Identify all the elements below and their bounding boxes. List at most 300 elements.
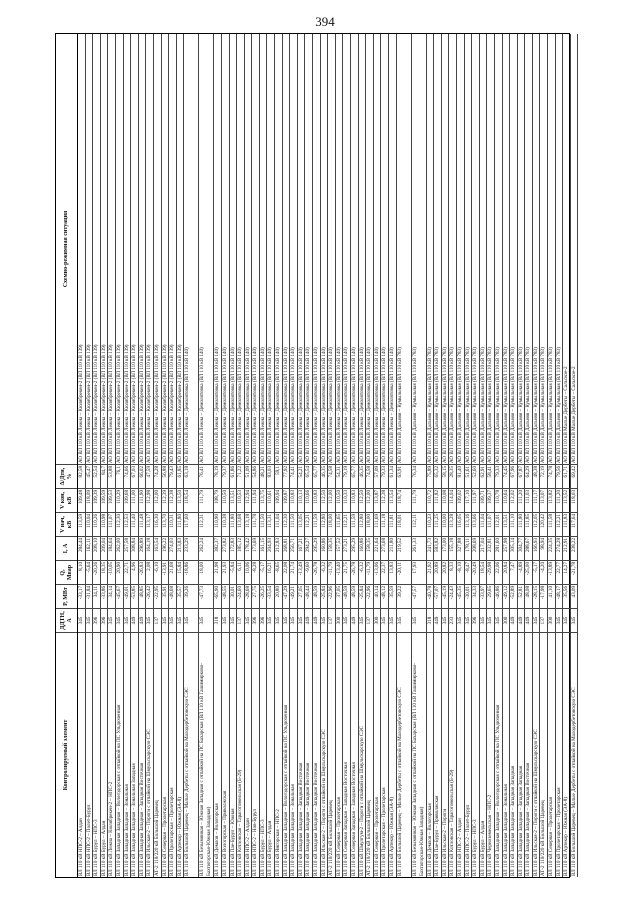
cell-load-pct: 57,09: [374, 464, 381, 488]
cell-v-end: 109,37: [487, 488, 494, 512]
cell-v-end: 109,87: [283, 488, 290, 512]
cell-ddtn: 345: [533, 608, 540, 632]
cell-v-end: 110,61: [267, 488, 274, 512]
cell-p: 34,11: [93, 584, 100, 608]
cell-v-start: 116,30: [154, 512, 161, 536]
cell-element: АТ-2 110/220 кВ Большой Царевец: [154, 632, 161, 877]
cell-v-start: 111,85: [525, 512, 532, 536]
cell-scheme: АО ВЛ 110 кВ Лежна – Демолятовка (ВЛ 110 кВ 140): [229, 347, 236, 463]
cell-p: -46,86: [495, 584, 502, 608]
cell-element: ВЛ 110 кВ Западная Западная – Вологодорская с отпайкой на ПС Ульдюченная: [116, 632, 123, 877]
cell-v-end: 110,83: [351, 488, 358, 512]
cell-p: 48,85: [139, 584, 146, 608]
cell-load-pct: 54,21: [298, 464, 305, 488]
cell-v-end: 113,54: [389, 488, 396, 512]
table-row: [290, 34, 298, 877]
cell-load-pct: 79,37: [222, 464, 229, 488]
cell-p: -48,55: [222, 584, 229, 608]
header-p: P, МВт: [56, 584, 77, 608]
cell-element: ВЛ 110 кВ Пае-Бурул – Южная: [230, 632, 237, 877]
table-row: [465, 34, 473, 877]
cell-v-end: 111,17: [533, 488, 540, 512]
cell-i: 157,52: [336, 536, 343, 560]
cell-i: 273,82: [222, 536, 229, 560]
cell-scheme: АО ВЛ 110 кВ Лежна – Кюлябрекен-2 (ВЛ 110 кВ 139): [153, 344, 160, 463]
cell-p: -49,12: [503, 584, 510, 608]
cell-scheme: АО ВЛ 110 кВ Лежна – Демолятовка (ВЛ 110 кВ 140): [237, 347, 244, 463]
cell-i: 211,80: [389, 536, 396, 560]
cell-p: -45,35: [457, 584, 464, 608]
cell-p: -45,19: [442, 584, 449, 608]
cell-v-end: 113,87: [374, 488, 381, 512]
cell-load-pct: 58,15: [442, 464, 449, 488]
cell-p: 35,57: [177, 584, 184, 608]
cell-q: 18,00: [199, 560, 213, 584]
cell-v-end: 111,79: [412, 488, 426, 512]
cell-load-pct: 61,71: [563, 464, 570, 488]
cell-i: 155,18: [449, 536, 456, 560]
table-row: [214, 34, 222, 877]
cell-ddtn: 345: [389, 608, 396, 632]
cell-v-start: 111,04: [480, 512, 487, 536]
cell-q: 2,08: [146, 560, 153, 584]
data-table: [55, 33, 577, 878]
cell-element: ВЛ 110 кВ Западная Западная – Западная Восточная: [305, 632, 312, 877]
cell-p: -17,98: [540, 584, 547, 608]
cell-scheme: АО ВЛ 110 кВ Лежна – Кюлябрекен-2 (ВЛ 110 кВ 139): [176, 344, 183, 463]
cell-q: 4,96: [131, 560, 138, 584]
cell-q: -13,49: [298, 560, 305, 584]
cell-p: -25,84: [359, 584, 366, 608]
cell-load-pct: 67,87: [518, 464, 525, 488]
cell-v-end: 110,50: [336, 488, 343, 512]
cell-ddtn: 449: [139, 608, 146, 632]
cell-element: ВЛ 110 кВ Северная Западная – Западная Восточная: [343, 632, 350, 877]
cell-p: 35,56: [563, 584, 570, 608]
cell-ddtn: 137: [540, 608, 547, 632]
table-row: [389, 34, 397, 877]
cell-q: 20,89: [434, 560, 441, 584]
cell-q: -8,65: [275, 560, 282, 584]
table-row: [267, 34, 275, 877]
cell-ddtn: 345: [495, 608, 502, 632]
table-row: [510, 34, 518, 877]
cell-ddtn: 300: [503, 608, 510, 632]
cell-p: 35,91: [162, 584, 169, 608]
cell-v-start: 120,42: [540, 512, 547, 536]
cell-i: 262,24: [199, 536, 213, 560]
cell-scheme: АО ВЛ 110 кВ Лежна – Демолятовка (ВЛ 110 кВ 140): [199, 347, 206, 463]
cell-load-pct: 69,42: [571, 464, 578, 488]
cell-q: 13,83: [389, 560, 396, 584]
cell-element: ВЛ 110 кВ Северная – Пролетарская: [336, 632, 343, 877]
cell-ddtn: 345: [162, 608, 169, 632]
cell-element: ВЛ 110 кВ Безымянная – Южная Западная с отпайкой на ПС Бахарская (ВЛ 110 кВ Гашимирково-Бахтигорская-Южная Западная): [412, 632, 426, 877]
cell-v-end: 111,82: [434, 488, 441, 512]
cell-i: 281,60: [495, 536, 502, 560]
cell-element: ВЛ 110 кВ Западная Западная – Зональная: [290, 632, 297, 877]
cell-v-start: 118,01: [397, 512, 411, 536]
cell-v-start: 111,80: [230, 512, 237, 536]
cell-ddtn: 345: [199, 608, 213, 632]
table-body: [78, 34, 578, 877]
cell-scheme: АО ВЛ 110 кВ Лежна – Демолятовка (ВЛ 110 кВ 140): [252, 347, 259, 463]
cell-i: 208,10: [93, 536, 100, 560]
cell-q: -5,17: [260, 560, 267, 584]
cell-ddtn: 449: [351, 608, 358, 632]
cell-v-end: 109,53: [108, 488, 115, 512]
cell-i: 158,35: [366, 536, 373, 560]
cell-q: -10,05: [108, 560, 115, 584]
cell-ddtn: 396: [252, 608, 259, 632]
cell-v-start: 113,59: [78, 512, 85, 536]
cell-ddtn: 137: [328, 608, 335, 632]
cell-load-pct: 74,45: [503, 464, 510, 488]
cell-p: -28,68: [245, 584, 252, 608]
cell-ddtn: 345: [230, 608, 237, 632]
cell-load-pct: 74,78: [548, 464, 555, 488]
cell-scheme: АО ВЛ 110 кВ Лежна – Демолятовка (ВЛ 110 кВ 140): [275, 347, 282, 463]
cell-v-start: 113,16: [465, 512, 472, 536]
header-load-pct: Δ/Дтн, %: [56, 464, 77, 488]
cell-v-start: 111,78: [252, 512, 259, 536]
cell-v-start: 111,18: [381, 512, 388, 536]
cell-element: ВЛ 110 кВ Ильская-2 – Пороги с отпайкой на Шмульскарскую СЭС: [146, 632, 153, 877]
cell-i: 213,83: [177, 536, 184, 560]
cell-p: 43,09: [571, 584, 578, 608]
cell-scheme: АО ВЛ 110 кВ Лежна – Демолятовка (ВЛ 110 кВ 140): [320, 347, 327, 463]
cell-scheme: АО ВЛ 110 кВ Лежна – Демолятовка (ВЛ 110 кВ 140): [358, 347, 365, 463]
table-row: [457, 34, 465, 877]
cell-q: -13,91: [162, 560, 169, 584]
cell-v-end: 109,59: [101, 488, 108, 512]
cell-load-pct: 83,03: [267, 464, 274, 488]
table-row: [548, 34, 556, 877]
cell-q: -25,00: [525, 560, 532, 584]
cell-v-end: 113,07: [540, 488, 547, 512]
cell-q: 21,75: [343, 560, 350, 584]
cell-scheme: АО ВЛ 110 кВ Лежна – Демолятовка (ВЛ 110 кВ 140): [290, 347, 297, 463]
cell-element: ВЛ 110 кВ Пае-Бурул – Приволжская: [434, 632, 441, 877]
cell-scheme: АО ВЛ 110 кВ Малые Дербеты – Сальское-2: [563, 366, 570, 463]
cell-q: 21,74: [290, 560, 297, 584]
cell-ddtn: 137: [154, 608, 161, 632]
cell-element: ВЛ 110 кВ Бурул – НПС-3: [260, 632, 267, 877]
cell-v-start: 113,05: [298, 512, 305, 536]
cell-ddtn: 449: [518, 608, 525, 632]
cell-i: 212,91: [563, 536, 570, 560]
cell-ddtn: 345: [184, 608, 198, 632]
cell-v-start: 111,07: [108, 512, 115, 536]
cell-i: 327,88: [457, 536, 464, 560]
cell-v-start: 112,21: [556, 512, 563, 536]
cell-element: ВЛ 110 кВ Ямгорская – НПС-2: [275, 632, 282, 877]
cell-ddtn: 345: [169, 608, 176, 632]
cell-i: 173,69: [252, 536, 259, 560]
cell-v-end: 111,20: [556, 488, 563, 512]
cell-element: ВЛ 110 кВ Западная Западная – Зональная: [503, 632, 510, 877]
cell-load-pct: 76,41: [199, 464, 213, 488]
table-row: [146, 34, 154, 877]
cell-q: 21,98: [214, 560, 221, 584]
cell-p: 30,01: [230, 584, 237, 608]
cell-i: 221,64: [374, 536, 381, 560]
cell-p: -48,68: [169, 584, 176, 608]
table-row: [381, 34, 389, 877]
cell-i: 257,98: [503, 536, 510, 560]
cell-v-start: 118,00: [328, 512, 335, 536]
cell-v-end: 111,00: [131, 488, 138, 512]
cell-element: ВЛ 110 кВ Западная Западная – Западная Западная: [510, 632, 517, 877]
cell-i: 257,58: [124, 536, 131, 560]
cell-q: -20,49: [472, 560, 479, 584]
header-ddtn: ДДТН, А: [56, 608, 77, 632]
cell-p: 48,59: [313, 584, 320, 608]
cell-i: 185,12: [237, 536, 244, 560]
cell-v-end: 110,33: [343, 488, 350, 512]
cell-load-pct: 65,32: [434, 464, 441, 488]
cell-element: ВЛ 110 кВ Демлов – Вологорская: [427, 632, 434, 877]
cell-v-start: 112,30: [283, 512, 290, 536]
table-row: [184, 34, 199, 877]
cell-q: 22,77: [556, 560, 563, 584]
cell-scheme: АО ВЛ 110 кВ Лежна – Демолятовка (ВЛ 110 кВ 140): [381, 347, 388, 463]
cell-ddtn: 345: [321, 608, 328, 632]
cell-ddtn: 345: [487, 608, 494, 632]
cell-element: ВЛ 110 кВ Артекор – Южная (ЭА-8): [177, 632, 184, 877]
cell-ddtn: 318: [214, 608, 221, 632]
cell-scheme: АО ВЛ 110 кВ Лежна – Демолятовка (ВЛ 110 кВ 140): [351, 347, 357, 463]
cell-v-end: 113,50: [177, 488, 184, 512]
cell-scheme: АО ВЛ 110 кВ Дальняя – Кумыльная (ВЛ 110 кВ 783): [479, 347, 486, 463]
cell-scheme: АО ВЛ 110 кВ Лежна – Демолятовка (ВЛ 110 кВ 140): [244, 347, 251, 463]
table-row: [328, 34, 336, 877]
cell-p: -47,57: [412, 584, 426, 608]
cell-scheme: АО ВЛ 110 кВ Лежна – Кюлябрекен-2 (ВЛ 110 кВ 139): [100, 344, 107, 463]
cell-ddtn: 345: [556, 608, 563, 632]
cell-element: ВЛ 110 кВ Западная Западная – Западная Восточная: [298, 632, 305, 877]
cell-ddtn: 345: [267, 608, 274, 632]
cell-v-start: 111,65: [336, 512, 343, 536]
cell-v-start: 110,23: [427, 512, 434, 536]
cell-q: 16,21: [267, 560, 274, 584]
cell-ddtn: 449: [434, 608, 441, 632]
cell-scheme: АО ВЛ 110 кВ Дальняя – Кумыльная (ВЛ 110 кВ 783): [426, 347, 433, 463]
cell-q: -20,11: [397, 560, 411, 584]
cell-load-pct: 45,47: [86, 464, 93, 488]
cell-p: -52,89: [510, 584, 517, 608]
table-row: [162, 34, 170, 877]
cell-load-pct: 79,43: [169, 464, 176, 488]
cell-load-pct: 79,19: [343, 464, 350, 488]
cell-q: 20,82: [442, 560, 449, 584]
cell-load-pct: 53,88: [108, 464, 115, 488]
cell-q: 22,08: [283, 560, 290, 584]
cell-p: -33,54: [267, 584, 274, 608]
cell-i: 273,68: [381, 536, 388, 560]
table-row: [313, 34, 321, 877]
cell-scheme: АО ВЛ 110 кВ Дальняя – Кумыльная (ВЛ 110 кВ 783): [540, 347, 547, 463]
cell-element: ВЛ 110 кВ Котловская – Тарагогомельская (Б-29): [449, 632, 456, 877]
cell-element: ВЛ 110 кВ Артекор – Южная (ЭА-8): [563, 632, 570, 877]
cell-p: -33,86: [101, 584, 108, 608]
cell-ddtn: 345: [245, 608, 252, 632]
cell-element: ВЛ 110 кВ Черноземельская – НПС-2: [487, 632, 494, 877]
cell-v-start: 112,80: [359, 512, 366, 536]
cell-i: 232,81: [487, 536, 494, 560]
header-v-end: V кон, кВ: [56, 488, 77, 512]
cell-q: 22,37: [381, 560, 388, 584]
cell-element: ВЛ 110 кВ НПС-2 – Полет-Бурул: [86, 632, 93, 877]
cell-scheme: АО ВЛ 110 кВ Лежна – Кюлябрекен-2 (ВЛ 110 кВ 139): [131, 344, 138, 463]
cell-i: 256,71: [290, 536, 297, 560]
cell-ddtn: 345: [442, 608, 449, 632]
cell-p: -31,84: [86, 584, 93, 608]
cell-q: -13,89: [548, 560, 555, 584]
cell-v-start: 111,80: [177, 512, 184, 536]
cell-v-end: 118,03: [571, 488, 578, 512]
cell-i: 308,84: [131, 536, 138, 560]
cell-element: ВЛ 110 кВ Лежна – Кюлябрекен-2 – НПС-2: [108, 632, 115, 877]
cell-i: 284,44: [78, 536, 85, 560]
cell-element: ВЛ 110 кВ Западная Западная – Зональная: [124, 632, 131, 877]
cell-ddtn: 345: [457, 608, 464, 632]
cell-v-start: 112,21: [305, 512, 312, 536]
cell-v-start: 110,00: [442, 512, 449, 536]
table-row: [449, 34, 457, 877]
cell-q: -6,32: [359, 560, 366, 584]
cell-v-end: 110,72: [427, 488, 434, 512]
cell-p: -49,21: [290, 584, 297, 608]
cell-p: 48,59: [351, 584, 358, 608]
cell-load-pct: 84,7: [101, 464, 108, 488]
cell-scheme: АО ВЛ 110 кВ Дальняя – Кумыльная (ВЛ 110 кВ 783): [525, 347, 532, 463]
cell-scheme: АО ВЛ 110 кВ Дальняя – Кумыльная (ВЛ 110 кВ 783): [510, 347, 517, 463]
cell-q: -26,78: [351, 560, 358, 584]
cell-v-start: 113,28: [449, 512, 456, 536]
cell-element: ВЛ 110 кВ Бурул – НПС-3: [93, 632, 100, 877]
cell-v-start: 113,66: [472, 512, 479, 536]
cell-p: -48,44: [305, 584, 312, 608]
cell-scheme: АО ВЛ 110 кВ Лежна – Демолятовка (ВЛ 110 кВ 140): [305, 347, 312, 463]
cell-load-pct: 28,35: [449, 464, 456, 488]
cell-v-end: 112,98: [146, 488, 153, 512]
cell-i: 167,21: [298, 536, 305, 560]
cell-v-start: 118,00: [366, 512, 373, 536]
cell-v-end: 112,00: [154, 488, 161, 512]
cell-scheme: АО ВЛ 110 кВ Дальняя – Кумыльная (ВЛ 110 кВ 783): [441, 347, 448, 463]
cell-v-start: 111,40: [131, 512, 138, 536]
cell-v-end: 113,52: [563, 488, 570, 512]
cell-element: ВЛ 110 кВ Большой Царевец – Малые Дербеты с отпайкой на Малодербетовскую СЭС: [571, 632, 578, 877]
cell-element: ВЛ 110 кВ Западная Западная – Вологодорская с отпайкой на ПС Ульдюченная: [495, 632, 502, 877]
cell-load-pct: 74,58: [328, 464, 335, 488]
cell-i: 158,35: [328, 536, 335, 560]
cell-ddtn: 345: [146, 608, 153, 632]
cell-v-end: 110,08: [442, 488, 449, 512]
cell-q: -20,26: [93, 560, 100, 584]
cell-v-start: 111,69: [374, 512, 381, 536]
cell-load-pct: 74,41: [290, 464, 297, 488]
cell-v-end: 117,10: [465, 488, 472, 512]
cell-ddtn: 345: [571, 608, 578, 632]
cell-ddtn: 345: [275, 608, 282, 632]
cell-load-pct: 79,56: [556, 464, 563, 488]
cell-ddtn: 300: [548, 608, 555, 632]
cell-load-pct: 56,88: [162, 464, 169, 488]
cell-load-pct: 52,60: [472, 464, 479, 488]
cell-ddtn: 137: [237, 608, 244, 632]
cell-element: ВЛ 110 кВ НПС-2 – Алдан: [78, 632, 85, 877]
cell-scheme: АО ВЛ 110 кВ Лежна – Демолятовка (ВЛ 110 кВ 140): [214, 347, 221, 463]
cell-element: ВЛ 110 кВ Западная Западная – Зональная Западная: [131, 632, 138, 877]
cell-v-end: 111,90: [139, 488, 146, 512]
cell-scheme: АО ВЛ 110 кВ Лежна – Демолятовка (ВЛ 110 кВ 140): [267, 347, 274, 463]
table-row: [78, 34, 86, 877]
cell-v-end: 112,94: [245, 488, 252, 512]
cell-i: 274,28: [556, 536, 563, 560]
cell-element: ВЛ 110 кВ Бурул – Алдан: [101, 632, 108, 877]
header-scheme: Схемно-режимная ситуация: [63, 210, 69, 288]
cell-load-pct: 47,59: [146, 464, 153, 488]
cell-scheme: АО ВЛ 110 кВ Дальняя – Кумыльная (ВЛ 110 кВ 783): [555, 347, 562, 463]
cell-load-pct: 62,91: [480, 464, 487, 488]
table-row: [275, 34, 283, 877]
cell-p: -48,59: [343, 584, 350, 608]
cell-ddtn: 449: [525, 608, 532, 632]
cell-p: -26,25: [260, 584, 267, 608]
cell-v-end: 111,79: [199, 488, 213, 512]
cell-q: -6,32: [321, 560, 328, 584]
cell-load-pct: 78,19: [214, 464, 221, 488]
table-row: [222, 34, 230, 877]
cell-scheme: АО ВЛ 110 кВ Дальняя – Кумыльная (ВЛ 110 кВ 783): [517, 347, 524, 463]
cell-ddtn: 137: [366, 608, 373, 632]
cell-v-start: 113,17: [146, 512, 153, 536]
cell-v-end: 109,71: [480, 488, 487, 512]
table-row: [412, 34, 427, 877]
cell-ddtn: 449: [131, 608, 138, 632]
cell-ddtn: 345: [177, 608, 184, 632]
cell-p: -49,01: [124, 584, 131, 608]
cell-scheme: АО ВЛ 110 кВ Дальняя – Кумыльная (ВЛ 110 кВ 783): [396, 347, 403, 463]
cell-i: 262,00: [116, 536, 123, 560]
cell-scheme: АО ВЛ 110 кВ Лежна – Кюлябрекен-2 (ВЛ 110 кВ 139): [138, 344, 145, 463]
table-row: [237, 34, 245, 877]
cell-q: -4,20: [540, 560, 547, 584]
cell-scheme: АО ВЛ 110 кВ Лежна – Кюлябрекен-2 (ВЛ 110 кВ 139): [85, 344, 92, 463]
cell-p: -24,43: [449, 584, 456, 608]
cell-scheme: АО ВЛ 110 кВ Дальняя – Кумыльная (ВЛ 110 кВ 783): [548, 347, 555, 463]
cell-element: ВЛ 110 кВ Артекор – Южная (ЭА-8): [389, 632, 396, 877]
cell-element: ВЛ 110 кВ Ильская-2 – Пороги: [442, 632, 449, 877]
cell-v-start: 111,48: [139, 512, 146, 536]
cell-i: 295,29: [351, 536, 358, 560]
table-row: [540, 34, 548, 877]
cell-scheme: АО ВЛ 110 кВ Дальняя – Кумыльная (ВЛ 110 кВ 783): [464, 347, 471, 463]
cell-i: 204,93: [267, 536, 274, 560]
cell-v-start: 111,07: [487, 512, 494, 536]
cell-i: 209,04: [101, 536, 108, 560]
cell-q: -29,98: [487, 560, 494, 584]
cell-v-end: 110,53: [237, 488, 244, 512]
cell-v-start: 113,68: [237, 512, 244, 536]
cell-q: -5,64: [86, 560, 93, 584]
cell-element: ВЛ 110 кВ Пролетарская – Пролетарская: [169, 632, 176, 877]
cell-i: 160,86: [321, 536, 328, 560]
header-q: Q, Мвар: [56, 560, 77, 584]
cell-v-start: 112,11: [412, 512, 426, 536]
